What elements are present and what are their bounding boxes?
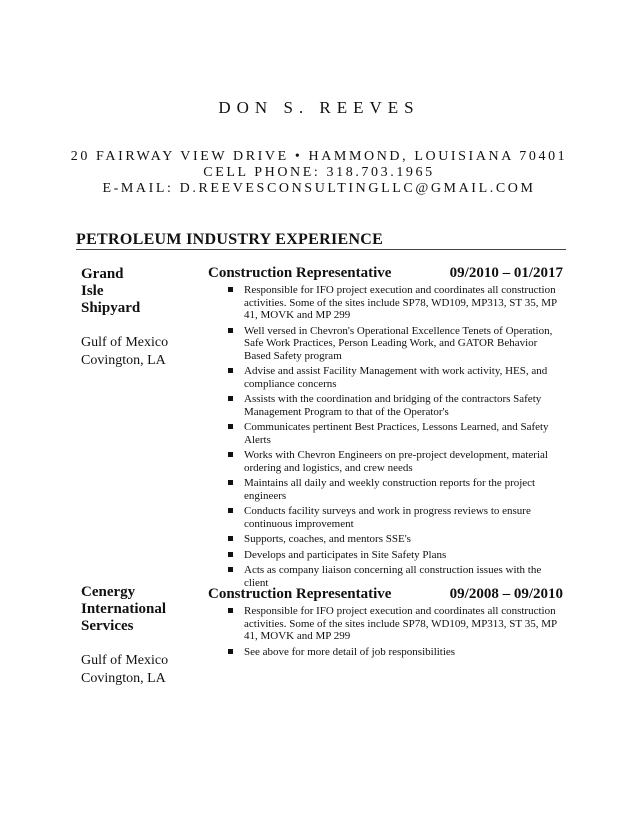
location-line: Gulf of Mexico bbox=[81, 335, 169, 350]
list-item: Communicates pertinent Best Practices, Lessons Learned, and Safety Alerts bbox=[226, 421, 564, 446]
list-item: Responsible for IFO project execution and coordinates all construction activities. Some of the sites include SP78, WD109, MP313, ST 35, MP 41, MOVK and MP 299 bbox=[226, 284, 564, 322]
list-item: Advise and assist Facility Management with work activity, HES, and compliance concerns bbox=[226, 365, 564, 390]
email-line: E-MAIL: D.REEVESCONSULTINGLLC@GMAIL.COM bbox=[102, 181, 536, 196]
square-bullet-icon bbox=[228, 328, 233, 333]
square-bullet-icon bbox=[228, 608, 233, 613]
employer-block bbox=[81, 266, 201, 370]
square-bullet-icon bbox=[228, 287, 233, 292]
list-item: Assists with the coordination and bridging of the contractors Safety Management Program to that of the Operator's bbox=[226, 393, 564, 418]
employer-block bbox=[81, 584, 201, 688]
employer-location bbox=[81, 652, 201, 688]
phone-line: CELL PHONE: 318.703.1965 bbox=[203, 165, 435, 180]
location-line: Covington, LA bbox=[81, 353, 166, 368]
location-line: Gulf of Mexico bbox=[81, 653, 169, 668]
employer-name-line: Isle bbox=[81, 283, 104, 299]
square-bullet-icon bbox=[228, 368, 233, 373]
square-bullet-icon bbox=[228, 452, 233, 457]
job-dates: 09/2010 – 01/2017 bbox=[449, 265, 563, 281]
job-title-row bbox=[208, 586, 563, 603]
employer-name bbox=[81, 266, 201, 317]
list-item: Conducts facility surveys and work in progress reviews to ensure continuous improvement bbox=[226, 505, 564, 530]
address-line: 20 FAIRWAY VIEW DRIVE • HAMMOND, LOUISIANA 70401 bbox=[70, 149, 568, 164]
section-divider bbox=[76, 249, 566, 250]
list-item: Develops and participates in Site Safety Plans bbox=[226, 549, 564, 562]
square-bullet-icon bbox=[228, 649, 233, 654]
responsibility-list bbox=[226, 284, 564, 592]
square-bullet-icon bbox=[228, 536, 233, 541]
square-bullet-icon bbox=[228, 508, 233, 513]
job-title-row bbox=[208, 265, 563, 282]
square-bullet-icon bbox=[228, 552, 233, 557]
list-item: Well versed in Chevron's Operational Excellence Tenets of Operation, Safe Work Practices, Person Leading Work, and GATOR Behavior Based Safety program bbox=[226, 325, 564, 363]
list-item: Acts as company liaison concerning all construction issues with the client bbox=[226, 564, 564, 589]
employer-name-line: Services bbox=[81, 618, 134, 634]
square-bullet-icon bbox=[228, 480, 233, 485]
square-bullet-icon bbox=[228, 424, 233, 429]
employer-location bbox=[81, 334, 201, 370]
square-bullet-icon bbox=[228, 567, 233, 572]
list-item: Works with Chevron Engineers on pre-project development, material ordering and logistics, and crew needs bbox=[226, 449, 564, 474]
list-item: Supports, coaches, and mentors SSE's bbox=[226, 533, 564, 546]
list-item: Maintains all daily and weekly construction reports for the project engineers bbox=[226, 477, 564, 502]
list-item: See above for more detail of job responsibilities bbox=[226, 646, 564, 659]
job-dates: 09/2008 – 09/2010 bbox=[449, 586, 563, 602]
list-item: Responsible for IFO project execution and coordinates all construction activities. Some of the sites include SP78, WD109, MP313, ST 35, MP 41, MOVK and MP 299 bbox=[226, 605, 564, 643]
job-title: Construction Representative bbox=[208, 265, 392, 281]
location-line: Covington, LA bbox=[81, 671, 166, 686]
employer-name bbox=[81, 584, 201, 635]
section-title: PETROLEUM INDUSTRY EXPERIENCE bbox=[76, 231, 384, 248]
employer-name-line: Shipyard bbox=[81, 300, 141, 316]
employer-name-line: International bbox=[81, 601, 167, 617]
candidate-name: DON S. REEVES bbox=[218, 98, 420, 117]
responsibility-list bbox=[226, 605, 564, 661]
square-bullet-icon bbox=[228, 396, 233, 401]
employer-name-line: Grand bbox=[81, 266, 124, 282]
employer-name-line: Cenergy bbox=[81, 584, 136, 600]
job-title: Construction Representative bbox=[208, 586, 392, 602]
